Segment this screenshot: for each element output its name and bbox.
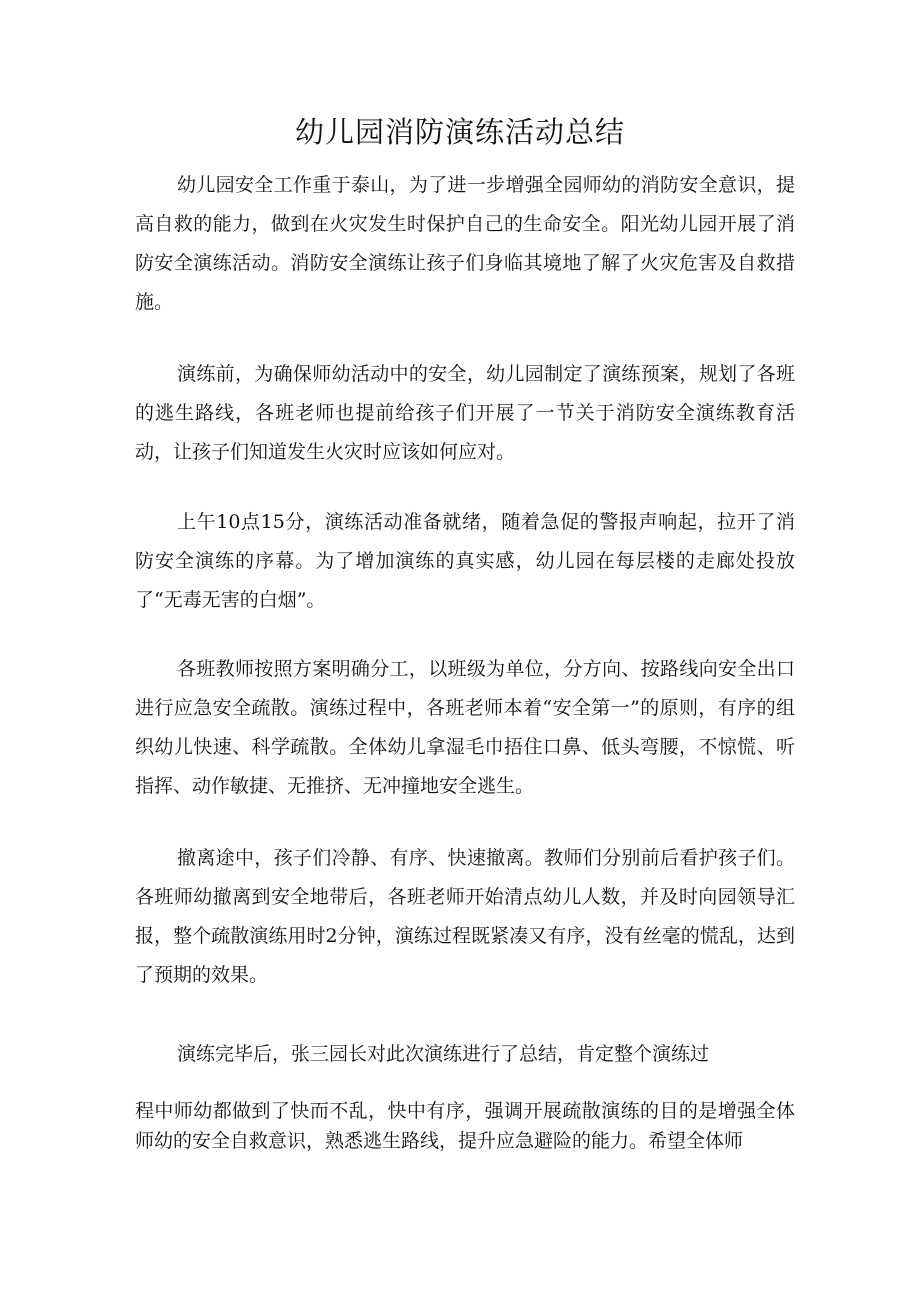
paragraph-summary-start: 演练完毕后，张三园长对此次演练进行了总结，肯定整个演练过 [177,1043,710,1065]
paragraph-summary-continued: 程中师幼都做到了快而不乱，快中有序，强调开展疏散演练的目的是增强全体师幼的安全自救意识，熟悉逃生路线，提升应急避险的能力。希望全体师 [135,1100,795,1152]
paragraph-evacuation: 各班教师按照方案明确分工，以班级为单位，分方向、按路线向安全出口进行应急安全疏散。演练过程中，各班老师本着“安全第一”的原则，有序的组织幼儿快速、科学疏散。全体幼儿拿湿毛巾捂住口鼻、低头弯腰，不惊慌、听指挥、动作敏捷、无推挤、无冲撞地安全逃生。 [135,658,795,797]
paragraph-intro: 幼儿园安全工作重于泰山，为了进一步增强全园师幼的消防安全意识，提高自救的能力，做到在火灾发生时保护自己的生命安全。阳光幼儿园开展了消防安全演练活动。消防安全演练让孩子们身临其境地了解了火灾危害及自救措施。 [135,174,795,313]
paragraph-preparation: 演练前，为确保师幼活动中的安全，幼儿园制定了演练预案，规划了各班的逃生路线，各班老师也提前给孩子们开展了一节关于消防安全演练教育活动，让孩子们知道发生火灾时应该如何应对。 [135,363,795,463]
document-title: 幼儿园消防演练活动总结 [294,115,625,149]
paragraph-withdrawal: 撤离途中，孩子们冷静、有序、快速撤离。教师们分别前后看护孩子们。各班师幼撤离到安全地带后，各班老师开始清点幼儿人数，并及时向园领导汇报，整个疏散演练用时2分钟，演练过程既紧凑又有序，没有丝毫的慌乱，达到了预期的效果。 [135,847,795,986]
paragraph-drill-start: 上午10点15分，演练活动准备就绪，随着急促的警报声响起，拉开了消防安全演练的序幕。为了增加演练的真实感，幼儿园在每层楼的走廊处投放了“无毒无害的白烟”。 [135,511,795,611]
